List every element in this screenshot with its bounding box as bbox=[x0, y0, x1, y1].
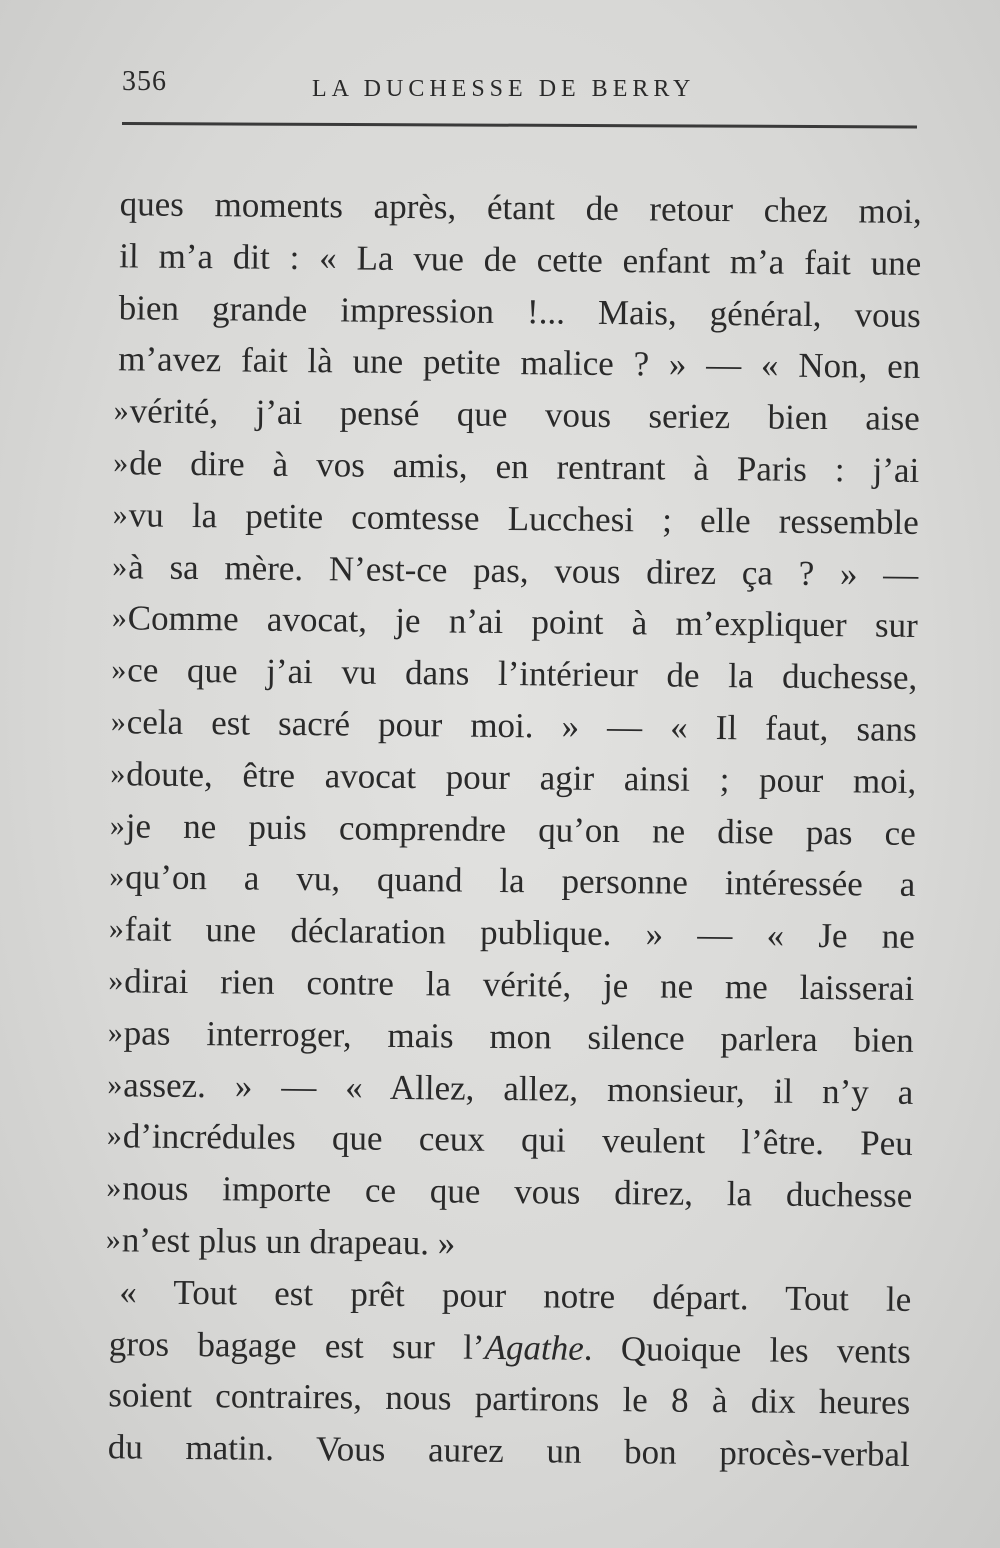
quote-mark: » bbox=[106, 1171, 122, 1205]
page-number: 356 bbox=[122, 66, 167, 97]
line-text: je ne puis comprendre qu’on ne dise pas ce bbox=[125, 805, 916, 853]
line-text: soient contraires, nous partirons le 8 à dix heures bbox=[108, 1375, 911, 1423]
text-line bbox=[88, 541, 918, 601]
line-text: pas interroger, mais mon silence parlera bien bbox=[123, 1013, 914, 1060]
text-line bbox=[86, 800, 916, 860]
text-line bbox=[81, 1317, 911, 1377]
quote-mark: » bbox=[111, 601, 127, 635]
text-line bbox=[82, 1162, 912, 1222]
line-text: il m’a dit : « La vue de cette enfant m’a fait une bbox=[119, 236, 922, 283]
line-text: ques moments après, étant de retour chez moi, bbox=[119, 184, 922, 231]
quote-mark: » bbox=[108, 912, 124, 946]
text-line bbox=[84, 1007, 914, 1067]
text-line bbox=[86, 748, 916, 808]
quote-mark: » bbox=[113, 394, 129, 428]
quote-mark: » bbox=[107, 1015, 123, 1050]
line-text: d’incrédules que ceux qui veulent l’être. Peu bbox=[122, 1116, 913, 1164]
quote-mark: » bbox=[110, 756, 126, 791]
text-line bbox=[89, 437, 919, 497]
line-text: vu la petite comtesse Lucchesi ; elle ressemble bbox=[128, 495, 919, 542]
text-line bbox=[85, 851, 915, 911]
text-line bbox=[91, 230, 921, 290]
line-text: qu’on a vu, quand la personne intéressée a bbox=[125, 857, 916, 905]
text-line bbox=[90, 385, 920, 445]
text-line bbox=[87, 696, 917, 756]
ship-name: Agathe bbox=[484, 1327, 584, 1368]
text-line bbox=[85, 903, 915, 963]
text-line bbox=[88, 592, 918, 652]
line-text: vérité, j’ai pensé que vous seriez bien aise bbox=[129, 391, 920, 439]
line-text: Comme avocat, je n’ai point à m’expliquer sur bbox=[127, 598, 918, 646]
quote-mark: » bbox=[112, 497, 128, 532]
quote-mark: » bbox=[111, 653, 127, 687]
text-line bbox=[83, 1059, 913, 1119]
body-text bbox=[80, 178, 922, 1481]
quote-mark: » bbox=[112, 549, 128, 583]
quote-mark: » bbox=[109, 808, 125, 842]
text-line bbox=[80, 1369, 910, 1429]
quote-mark: » bbox=[106, 1119, 122, 1153]
line-text: n’est plus un drapeau. » bbox=[121, 1220, 456, 1263]
text-line bbox=[84, 955, 914, 1015]
quote-mark: » bbox=[110, 705, 126, 739]
text-line bbox=[87, 644, 917, 704]
line-text: à sa mère. N’est-ce pas, vous direz ça ? » — bbox=[128, 546, 919, 594]
text-line bbox=[83, 1110, 913, 1170]
text-line bbox=[91, 282, 921, 342]
text-line bbox=[82, 1214, 912, 1274]
text-line bbox=[90, 333, 920, 393]
line-text: assez. » — « Allez, allez, monsieur, il n’y a bbox=[123, 1064, 914, 1112]
quote-mark: » bbox=[107, 1067, 123, 1101]
text-line bbox=[92, 178, 922, 238]
line-text: bien grande impression !... Mais, général, vous bbox=[118, 287, 921, 335]
line-text: dirai rien contre la vérité, je ne me laisserai bbox=[124, 961, 915, 1008]
text-line bbox=[81, 1266, 911, 1326]
text-line bbox=[80, 1421, 910, 1481]
running-title: LA DUCHESSE DE BERRY bbox=[312, 76, 696, 102]
quote-mark: » bbox=[105, 1223, 121, 1257]
line-text: « Tout est prêt pour notre départ. Tout le bbox=[119, 1272, 912, 1319]
line-text: de dire à vos amis, en rentrant à Paris : j’ai bbox=[129, 443, 920, 490]
quote-mark: » bbox=[113, 446, 129, 480]
header-rule bbox=[122, 122, 917, 128]
line-text: doute, être avocat pour agir ainsi ; pour moi, bbox=[126, 754, 917, 801]
line-text: du matin. Vous aurez un bon procès-verbal bbox=[107, 1427, 910, 1475]
quote-mark: » bbox=[108, 964, 124, 998]
page-header bbox=[122, 62, 922, 112]
text-line bbox=[89, 489, 919, 549]
line-text: nous importe ce que vous direz, la duchesse bbox=[122, 1168, 913, 1216]
quote-mark: » bbox=[109, 860, 125, 894]
line-text: m’avez fait là une petite malice ? » — « Non, en bbox=[118, 339, 921, 387]
line-text: cela est sacré pour moi. » — « Il faut, sans bbox=[126, 702, 917, 749]
line-text: gros bagage est sur l’Agathe. Quoique les vents bbox=[108, 1323, 911, 1371]
line-text: ce que j’ai vu dans l’intérieur de la duchesse, bbox=[127, 650, 918, 698]
line-text: fait une déclaration publique. » — « Je ne bbox=[124, 909, 915, 957]
